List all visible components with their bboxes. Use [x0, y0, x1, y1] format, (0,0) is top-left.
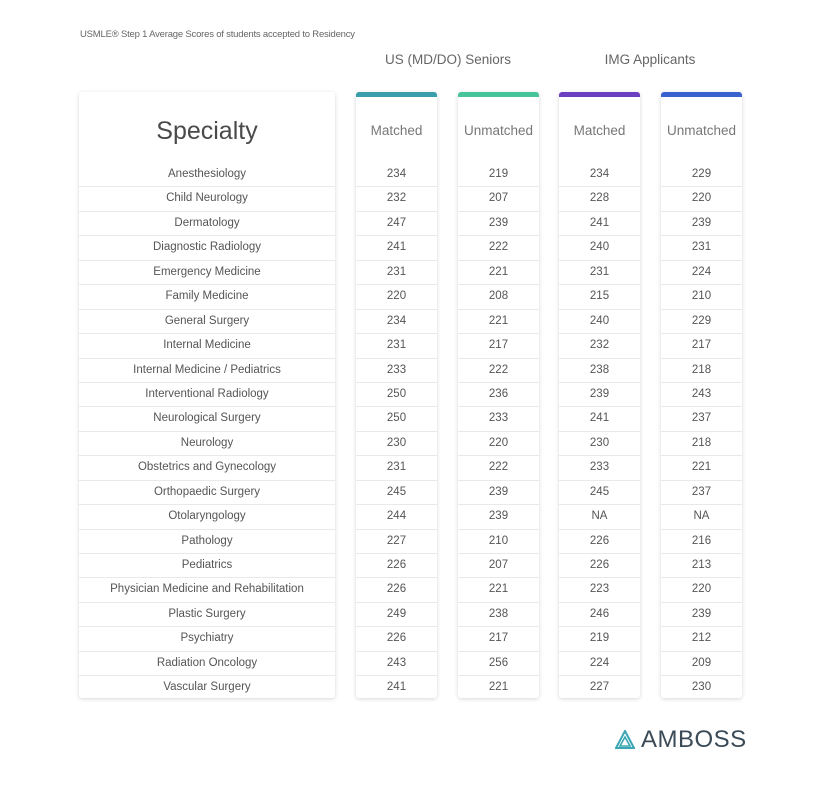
- specialty-label: Radiation Oncology: [79, 652, 335, 676]
- score-cell: 240: [559, 310, 640, 334]
- score-cell: 237: [661, 407, 742, 431]
- group-label-us: US (MD/DO) Seniors: [384, 52, 511, 67]
- us-unmatched-rows: [458, 163, 539, 698]
- score-cell: 231: [661, 236, 742, 260]
- score-cell: 220: [661, 187, 742, 211]
- score-cell: 217: [458, 334, 539, 358]
- score-cell: 218: [661, 359, 742, 383]
- specialty-label: Physician Medicine and Rehabilitation: [79, 578, 335, 602]
- score-cell: 227: [589, 681, 610, 694]
- score-cell: 243: [356, 652, 437, 676]
- specialty-label: Interventional Radiology: [79, 383, 335, 407]
- img-unmatched-header: Unmatched: [666, 122, 737, 138]
- score-cell: 250: [356, 407, 437, 431]
- specialty-label: Emergency Medicine: [79, 261, 335, 285]
- score-cell: 238: [458, 603, 539, 627]
- score-cell: 224: [661, 261, 742, 285]
- score-cell: 249: [356, 603, 437, 627]
- group-label-img: IMG Applicants: [604, 52, 696, 67]
- score-cell: 220: [356, 285, 437, 309]
- score-cell: 240: [559, 236, 640, 260]
- specialty-label: Dermatology: [79, 212, 335, 236]
- score-cell: 212: [661, 627, 742, 651]
- score-cell: 243: [661, 383, 742, 407]
- score-cell: 241: [559, 407, 640, 431]
- score-cell: 239: [661, 603, 742, 627]
- score-cell: 217: [661, 334, 742, 358]
- score-cell: 226: [559, 554, 640, 578]
- score-cell: 233: [356, 359, 437, 383]
- score-cell: 233: [458, 407, 539, 431]
- score-cell: 224: [559, 652, 640, 676]
- score-cell: 232: [559, 334, 640, 358]
- us-unmatched-column: [458, 92, 539, 698]
- score-cell: 222: [458, 236, 539, 260]
- score-cell: 226: [356, 627, 437, 651]
- specialty-column: [79, 92, 335, 698]
- score-cell: NA: [559, 505, 640, 529]
- score-cell: 237: [661, 481, 742, 505]
- score-cell: 245: [559, 481, 640, 505]
- specialty-label: Diagnostic Radiology: [79, 236, 335, 260]
- score-cell: 221: [661, 456, 742, 480]
- score-cell: 230: [356, 432, 437, 456]
- score-cell: 221: [458, 310, 539, 334]
- amboss-triangle-icon: [615, 730, 635, 750]
- score-cell: 250: [356, 383, 437, 407]
- amboss-logo: [615, 726, 747, 754]
- score-cell: NA: [661, 505, 742, 529]
- specialty-label: Family Medicine: [79, 285, 335, 309]
- us-matched-header: Matched: [370, 122, 423, 138]
- score-cell: 221: [488, 681, 509, 694]
- score-cell: 209: [661, 652, 742, 676]
- score-cell: 233: [559, 456, 640, 480]
- score-cell: 239: [458, 212, 539, 236]
- img-unmatched-column: [661, 92, 742, 698]
- score-cell: 223: [559, 578, 640, 602]
- img-matched-column: [559, 92, 640, 698]
- score-cell: 221: [458, 261, 539, 285]
- specialty-label: Otolaryngology: [79, 505, 335, 529]
- score-cell: 236: [458, 383, 539, 407]
- specialty-label: Pediatrics: [79, 554, 335, 578]
- score-cell: 231: [356, 456, 437, 480]
- specialty-label: Obstetrics and Gynecology: [79, 456, 335, 480]
- score-cell: 207: [458, 554, 539, 578]
- score-cell: 246: [559, 603, 640, 627]
- img-unmatched-rows: [661, 163, 742, 698]
- score-cell: 226: [356, 578, 437, 602]
- specialty-label: Neurological Surgery: [79, 407, 335, 431]
- us-matched-column: [356, 92, 437, 698]
- score-cell: 220: [458, 432, 539, 456]
- score-cell: 241: [356, 236, 437, 260]
- score-cell: 217: [458, 627, 539, 651]
- score-cell: 210: [661, 285, 742, 309]
- score-cell: 226: [356, 554, 437, 578]
- score-cell: 213: [661, 554, 742, 578]
- specialty-label: Psychiatry: [79, 627, 335, 651]
- specialty-label: Child Neurology: [79, 187, 335, 211]
- specialty-label: Orthopaedic Surgery: [79, 481, 335, 505]
- us-unmatched-header: Unmatched: [463, 122, 534, 138]
- score-cell: 239: [559, 383, 640, 407]
- score-cell: 219: [559, 627, 640, 651]
- score-cell: 232: [356, 187, 437, 211]
- score-cell: 234: [356, 163, 437, 187]
- specialty-header: Specialty: [156, 117, 258, 145]
- specialty-label: General Surgery: [79, 310, 335, 334]
- specialty-label: Internal Medicine / Pediatrics: [79, 359, 335, 383]
- score-cell: 231: [559, 261, 640, 285]
- score-cell: 230: [691, 681, 712, 694]
- score-cell: 215: [559, 285, 640, 309]
- score-cell: 219: [458, 163, 539, 187]
- score-cell: 210: [458, 530, 539, 554]
- score-cell: 230: [559, 432, 640, 456]
- score-cell: 234: [356, 310, 437, 334]
- specialty-label: Vascular Surgery: [163, 681, 251, 694]
- score-cell: 239: [458, 481, 539, 505]
- specialty-label: Internal Medicine: [79, 334, 335, 358]
- brand-name: AMBOSS: [641, 726, 747, 753]
- score-cell: 216: [661, 530, 742, 554]
- img-matched-rows: [559, 163, 640, 698]
- specialty-rows: [79, 163, 335, 698]
- score-cell: 241: [386, 681, 407, 694]
- score-cell: 234: [559, 163, 640, 187]
- score-cell: 244: [356, 505, 437, 529]
- img-matched-header: Matched: [573, 122, 626, 138]
- score-cell: 245: [356, 481, 437, 505]
- score-cell: 226: [559, 530, 640, 554]
- chart-title: USMLE® Step 1 Average Scores of students accepted to Residency: [80, 29, 355, 40]
- specialty-label: Anesthesiology: [79, 163, 335, 187]
- specialty-label: Plastic Surgery: [79, 603, 335, 627]
- specialty-label: Pathology: [79, 530, 335, 554]
- score-cell: 229: [661, 310, 742, 334]
- score-cell: 256: [458, 652, 539, 676]
- score-cell: 222: [458, 456, 539, 480]
- score-cell: 238: [559, 359, 640, 383]
- us-matched-rows: [356, 163, 437, 698]
- score-cell: 239: [458, 505, 539, 529]
- score-cell: 231: [356, 261, 437, 285]
- score-cell: 207: [458, 187, 539, 211]
- score-cell: 208: [458, 285, 539, 309]
- score-cell: 218: [661, 432, 742, 456]
- score-cell: 221: [458, 578, 539, 602]
- score-cell: 227: [356, 530, 437, 554]
- score-cell: 222: [458, 359, 539, 383]
- score-cell: 239: [661, 212, 742, 236]
- score-cell: 231: [356, 334, 437, 358]
- specialty-label: Neurology: [79, 432, 335, 456]
- score-cell: 241: [559, 212, 640, 236]
- score-cell: 220: [661, 578, 742, 602]
- score-cell: 247: [356, 212, 437, 236]
- score-cell: 228: [559, 187, 640, 211]
- score-cell: 229: [661, 163, 742, 187]
